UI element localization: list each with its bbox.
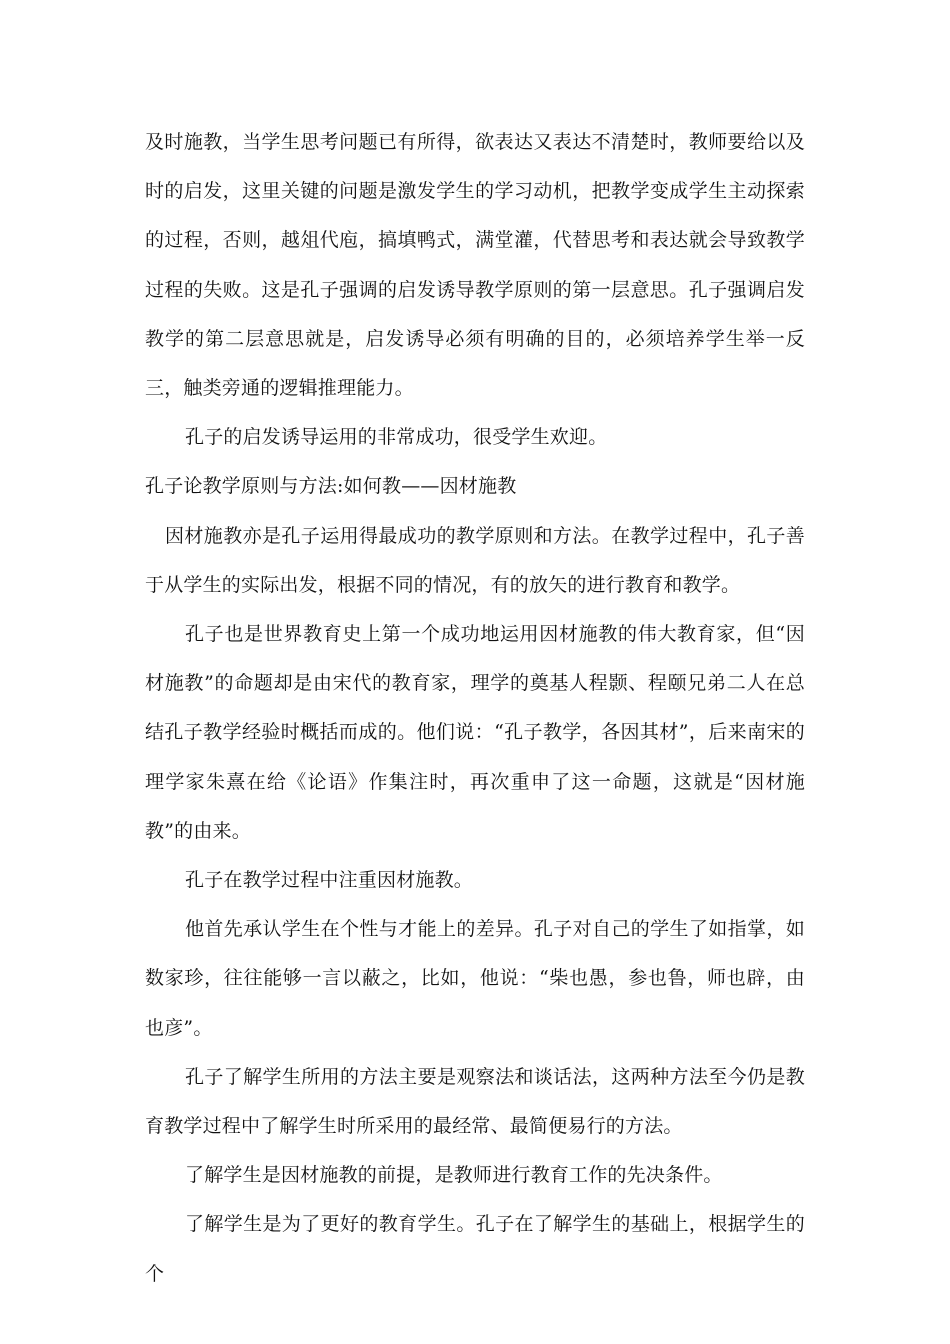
paragraph-3: 因材施教亦是孔子运用得最成功的教学原则和方法。在教学过程中，孔子善于从学生的实际出发，根据不同的情况，有的放矢的进行教育和教学。 <box>145 524 805 596</box>
paragraph-2: 孔子的启发诱导运用的非常成功，很受学生欢迎。 <box>185 426 608 449</box>
paragraph-9: 了解学生是为了更好的教育学生。孔子在了解学生的基础上，根据学生的个 <box>145 1213 805 1285</box>
paragraph-1: 及时施教，当学生思考问题已有所得，欲表达又表达不清楚时，教师要给以及时的启发，这里关键的问题是激发学生的学习动机，把教学变成学生主动探索的过程，否则，越俎代庖，搞填鸭式，满堂灌，代替思考和表达就会导致教学过程的失败。这是孔子强调的启发诱导教学原则的第一层意思。孔子强调启发教学的第二层意思就是，启发诱导必须有明确的目的，必须培养学生举一反三，触类旁通的逻辑推理能力。 <box>145 131 805 400</box>
paragraph-6: 他首先承认学生在个性与才能上的差异。孔子对自己的学生了如指掌，如数家珍，往往能够一言以蔽之，比如，他说：“柴也愚，参也鲁，师也辟，由也彦”。 <box>145 918 805 1039</box>
section-heading: 孔子论教学原则与方法:如何教——因材施教 <box>145 475 517 498</box>
paragraph-8: 了解学生是因材施教的前提，是教师进行教育工作的先决条件。 <box>185 1164 723 1187</box>
paragraph-5: 孔子在教学过程中注重因材施教。 <box>185 869 474 892</box>
document-page <box>145 118 805 1299</box>
paragraph-4: 孔子也是世界教育史上第一个成功地运用因材施教的伟大教育家，但“因材施教”的命题却是由宋代的教育家，理学的奠基人程颢、程颐兄弟二人在总结孔子教学经验时概括而成的。他们说：“孔子教学，各因其材”，后来南宋的理学家朱熹在给《论语》作集注时，再次重申了这一命题，这就是“因材施教”的由来。 <box>145 623 805 842</box>
paragraph-7: 孔子了解学生所用的方法主要是观察法和谈话法，这两种方法至今仍是教育教学过程中了解学生时所采用的最经常、最简便易行的方法。 <box>145 1065 805 1138</box>
